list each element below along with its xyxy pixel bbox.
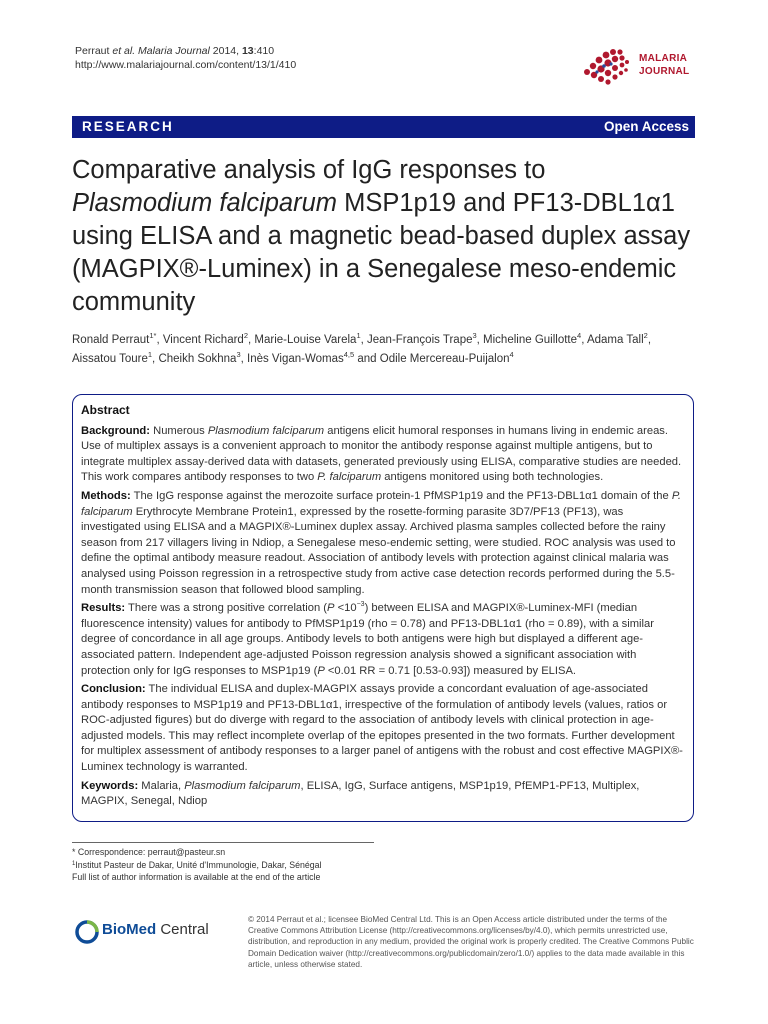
author-separator: , [360,334,368,346]
author-name: Adama Tall [586,334,644,346]
keywords-text: Malaria, [138,779,185,792]
author-affiliation: 1* [149,331,157,340]
author-separator: , [647,334,652,346]
author-name: Ronald Perraut [72,334,150,346]
article-type-label: RESEARCH [82,119,174,134]
author-name: Marie-Louise Varela [254,334,357,346]
logo-line2: JOURNAL [639,66,690,77]
results-label: Results: [81,602,126,615]
results-text: ) between ELISA and MAGPIX®-Luminex-MFI (median fluorescence intensity) values for antibody to PfMSP1p19 (rho = 0.78) and PF13-DBL1α1 (rho = 0.89), with a similar degree of concordance in all age groups. Antibody levels to both antigens were high but displayed a different age-associated pattern. Independent age-adjusted Poisson regression analysis showed a significant association with protection only for IgG responses to MSP1p19 ( [81,602,654,677]
background-species: Plasmodium falciparum [207,424,325,437]
methods-text: The IgG response against the merozoite surface protein-1 PfMSP1p19 and the PF13-DBL1α1 domain of the [130,489,672,502]
results-exponent: −3 [356,601,365,609]
author [158,350,247,365]
biomed-central-wordmark [102,921,209,938]
article-type-banner [72,116,695,138]
results-text: <10 [334,602,357,615]
methods-label: Methods: [81,489,131,502]
abstract-heading: Abstract [81,403,130,417]
methods-text: Erythrocyte Membrane Protein1, expressed by the rosette-forming parasite 3D7/PF13 (PF13), was investigated using ELISA and a MAGPIX®-Luminex duplex assay. Archived plasma samples collected before the rainy season from 217 villagers living in Ndiop, a Senegalese meso-endemic setting, were studied. ROC analysis was used to define the optimal antibody measure readout. Association of antibody levels with protection against clinical malaria was analysed using Poisson regression in a retrospective study from active case detection records performed during the 5.5-month transmission season that followed blood sampling. [81,505,676,596]
background-label: Background: [81,424,150,437]
author-affiliation: 4,5 [343,350,355,359]
keywords-label: Keywords: [81,779,139,792]
citation-authors: Perraut [75,45,110,57]
citation-url[interactable]: http://www.malariajournal.com/content/13/1/410 [75,59,297,71]
abstract-conclusion [81,682,685,776]
title-species: Plasmodium falciparum [72,189,338,217]
biomed-central-logo [74,915,234,951]
citation-article: :410 [253,45,275,57]
abstract-keywords [81,779,685,810]
citation-etal: et al. [112,45,136,57]
results-p-symbol: P [327,602,335,615]
author [162,331,255,346]
background-text: antigens elicit humoral responses in humans living in endemic areas. Use of multiplex assays is a convenient approach to monitor the antibody response against multiple antigens, but to integrate multiplex assay-derived data with datasets, generated previously using ELISA, comparative studies are needed. This work compares antibody responses to two [81,424,682,484]
logo-text [639,52,689,78]
affiliation-text: Institut Pasteur de Dakar, Unité d'Immunologie, Dakar, Sénégal [75,859,322,870]
author-separator: , [156,334,163,346]
footnotes [72,846,392,884]
results-text: There was a strong positive correlation ( [125,602,328,615]
conclusion-label: Conclusion: [81,683,146,696]
logo-line1: MALARIA [639,53,688,64]
author [379,350,514,365]
citation-year: 2014, [212,45,240,57]
keywords-species: Plasmodium falciparum [184,779,301,792]
author-affiliation: 2 [643,331,648,340]
author-separator: , [248,334,255,346]
citation-volume: 13 [241,45,254,57]
author [367,331,484,346]
license-statement: © 2014 Perraut et al.; licensee BioMed Central Ltd. This is an Open Access article distributed under the terms of the Creative Commons Attribution License (http://creativecommons.org/licenses/by/4.0), which permits unrestricted use, distribution, and reproduction in any medium, provided the original work is properly credited. The Creative Commons Public Domain Dedication waiver (http://creativecommons.org/publicdomain/zero/1.0/) applies to the data made available in this article, unless otherwise stated. [248,915,694,969]
title-part1: Comparative analysis of IgG responses to [72,156,546,184]
affiliation-note [72,859,392,872]
abstract-results [81,601,685,679]
results-p-symbol: P [317,664,325,677]
author [483,331,587,346]
bmc-name-bold: BioMed [102,921,157,938]
author-affiliation: 3 [236,350,241,359]
author [254,331,368,346]
bmc-name-regular: Central [156,921,209,938]
title-part2: MSP1p19 and PF13-DBL1α1 using ELISA and a magnetic bead-based duplex assay (MAGPIX®-Luminex) in a Senegalese meso-endemic community [72,189,691,316]
correspondence-note: * Correspondence: perraut@pasteur.sn [72,847,226,857]
article-title [72,154,712,319]
background-species: P. falciparum [317,471,382,484]
author [72,331,163,346]
citation-journal: Malaria Journal [138,45,210,57]
methods-species: P. falciparum [81,489,681,518]
author-separator: , [240,353,247,365]
abstract-box [72,394,694,822]
author-info-note: Full list of author information is available at the end of the article [72,872,321,882]
keywords-text: , ELISA, IgG, Surface antigens, MSP1p19, PfEMP1-PF13, Multiplex, MAGPIX, Senegal, Ndiop [81,779,640,808]
author-affiliation: 1 [147,350,153,359]
abstract-background [81,424,685,486]
author-affiliation: 3 [472,331,477,340]
mosquito-dots-icon [577,44,635,90]
citation-line [75,44,296,58]
author-separator: and [354,353,380,365]
author [247,350,380,365]
author-name: Odile Mercereau-Puijalon [379,353,510,365]
author-name: Vincent Richard [162,334,244,346]
conclusion-text: The individual ELISA and duplex-MAGPIX assays provide a concordant evaluation of age-associated antibody responses to MSP1p19 and PF13-DBL1α1, irrespective of the formulation of antibody levels (values, ratios or ROC-adjusted figures) but do diverge with regard to the association of antibody levels with clinical protection in age-adjusted models. This may reflect incomplete overlap of the epitopes presented in the two formats. Further development for multiplex assessment of antibody responses to a larger panel of antigens with the robust and cost effective MAGPIX®-Luminex technology is warranted. [81,683,683,774]
background-text: Numerous [150,424,208,437]
author-affiliation: 4 [509,350,514,359]
malaria-journal-logo [577,44,695,90]
author-affiliation: 2 [243,331,248,340]
abstract-methods [81,489,685,598]
biomed-central-ring-icon [74,919,100,945]
author-list [72,331,697,369]
citation-header [75,44,296,72]
author-name: Aissatou Toure [72,353,148,365]
background-text: antigens monitored using both technologies. [381,471,604,484]
affiliation-number: 1 [72,860,76,867]
open-access-label: Open Access [603,119,689,134]
author-name: Micheline Guillotte [483,334,578,346]
author-name: Inès Vigan-Womas [247,353,344,365]
author [586,331,652,346]
footnote-divider [72,842,374,843]
author-separator: , [152,353,159,365]
results-text: <0.01 RR = 0.71 [0.53-0.93]) measured by ELISA. [324,664,577,677]
author-name: Cheikh Sokhna [158,353,237,365]
abstract-content [81,403,685,813]
author-separator: , [581,334,587,346]
author-affiliation: 4 [577,331,582,340]
author-affiliation: 1 [356,331,361,340]
author-separator: , [476,334,484,346]
author [72,350,159,365]
author-name: Jean-François Trape [367,334,473,346]
